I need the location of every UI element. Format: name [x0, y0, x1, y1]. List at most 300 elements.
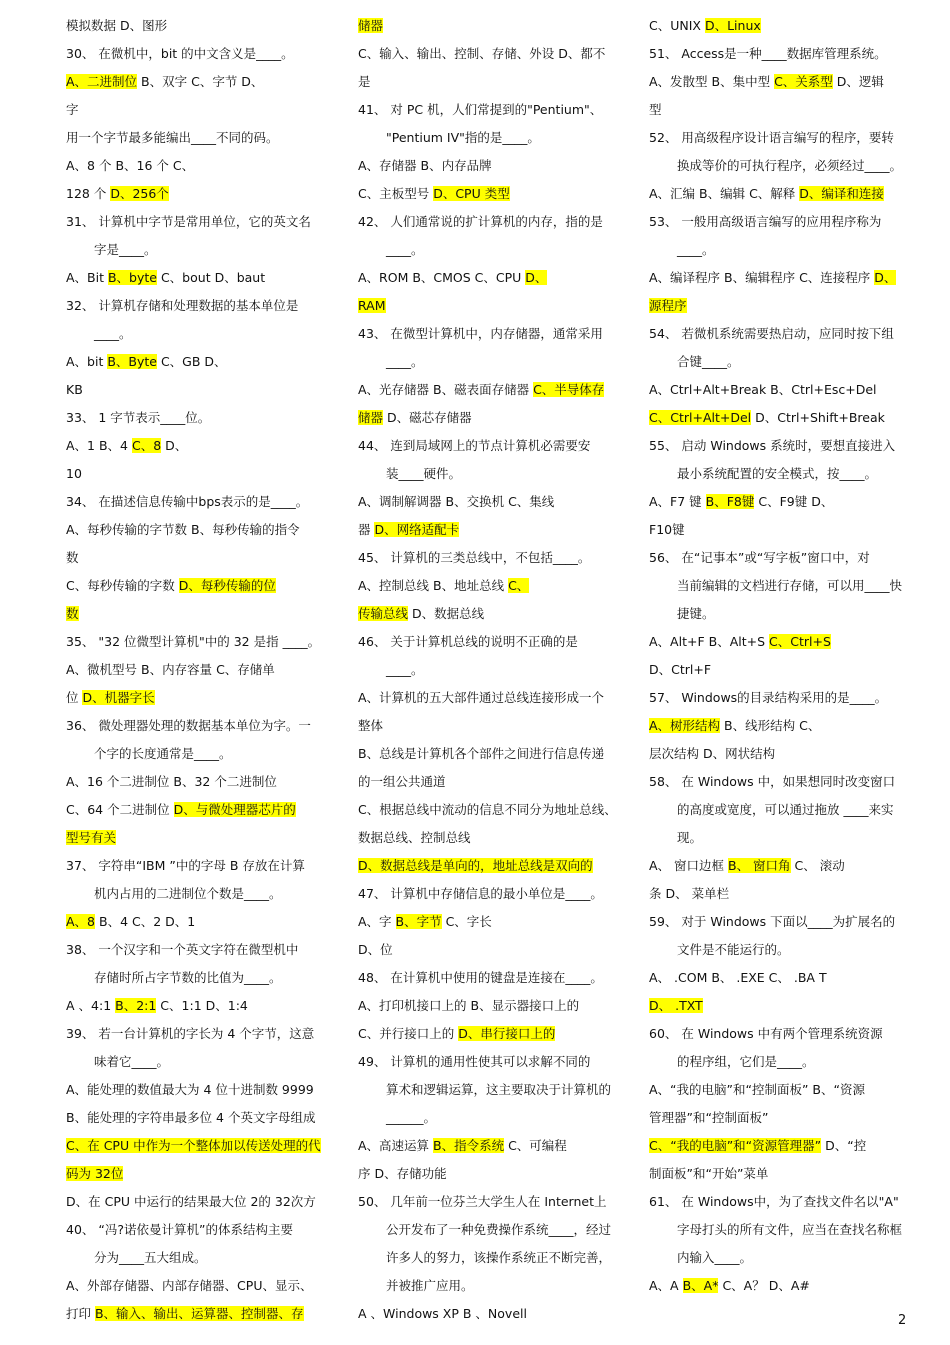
answer-highlight: RAM	[358, 298, 386, 313]
answer-highlight: D、串行接口上的	[458, 1026, 556, 1041]
text-segment: A、“我的电脑”和“控制面板” B、“资源	[649, 1082, 865, 1097]
text-line	[358, 1300, 620, 1328]
text-segment: C、F9键 D、	[754, 494, 834, 509]
text-line	[649, 656, 911, 684]
answer-highlight: D、编译和连接	[799, 186, 884, 201]
text-segment: D、“控	[821, 1138, 867, 1153]
text-segment: 并被推广应用。	[386, 1278, 474, 1293]
text-segment: B、线形结构 C、	[720, 718, 821, 733]
text-segment: B、4 C、2 D、1	[95, 914, 196, 929]
text-line	[358, 124, 620, 152]
text-line	[358, 96, 620, 124]
text-segment: A、控制总线 B、地址总线	[358, 578, 509, 593]
text-segment: A、高速运算	[358, 1138, 434, 1153]
text-segment: C、 滚动	[790, 858, 845, 873]
answer-highlight: B、Byte	[107, 354, 157, 369]
text-segment: C、1:1 D、1:4	[156, 998, 248, 1013]
text-segment: A、A	[649, 1278, 683, 1293]
text-segment: 61、 在 Windows中，为了查找文件名以"A"	[649, 1194, 899, 1209]
text-segment: 整体	[358, 718, 384, 733]
text-segment: A 、Windows XP B 、Novell	[358, 1306, 527, 1321]
text-line	[358, 712, 620, 740]
text-segment: 55、 启动 Windows 系统时，要想直接进入	[649, 438, 896, 453]
text-segment: A、Bit	[66, 270, 108, 285]
text-line	[649, 1020, 911, 1048]
text-line	[649, 1048, 911, 1076]
answer-highlight: D、CPU 类型	[433, 186, 510, 201]
text-segment: B、总线是计算机各个部件之间进行信息传递	[358, 746, 605, 761]
text-segment: 36、 微处理器处理的数据基本单位为字。一	[66, 718, 311, 733]
text-segment: 捷键。	[677, 606, 715, 621]
text-segment: 分为____五大组成。	[94, 1250, 207, 1265]
text-segment: A、打印机接口上的 B、显示器接口上的	[358, 998, 580, 1013]
text-segment: 31、 计算机中字节是常用单位，它的英文名	[66, 214, 311, 229]
text-line	[649, 768, 911, 796]
text-line	[358, 852, 620, 880]
text-line	[649, 740, 911, 768]
text-segment: 56、 在“记事本”或“写字板”窗口中，对	[649, 550, 870, 565]
answer-highlight: B、byte	[107, 270, 157, 285]
text-line	[66, 1300, 328, 1328]
text-line	[358, 432, 620, 460]
text-segment: 当前编辑的文档进行存储，可以用____快	[677, 578, 903, 593]
text-line	[358, 768, 620, 796]
text-segment: C、UNIX	[649, 18, 705, 33]
text-segment: D、位	[358, 942, 393, 957]
text-segment: 43、 在微型计算机中，内存储器，通常采用	[358, 326, 603, 341]
text-line	[358, 68, 620, 96]
text-segment: D、Ctrl+Shift+Break	[751, 410, 885, 425]
text-segment: A、调制解调器 B、交换机 C、集线	[358, 494, 555, 509]
text-segment: A、汇编 B、编辑 C、解释	[649, 186, 800, 201]
text-segment: A、1 B、4	[66, 438, 132, 453]
text-segment: A 、4:1	[66, 998, 116, 1013]
text-segment: A、存储器 B、内存品牌	[358, 158, 492, 173]
answer-highlight: D、每秒传输的位	[178, 578, 276, 593]
text-line	[66, 768, 328, 796]
column-middle	[358, 12, 620, 1328]
text-line	[358, 600, 620, 628]
text-segment: A、能处理的数值最大为 4 位十进制数 9999	[66, 1082, 314, 1097]
text-segment: A、字	[358, 914, 396, 929]
text-segment: 许多人的努力，该操作系统正不断完善，	[386, 1250, 612, 1265]
text-line	[66, 124, 328, 152]
answer-highlight: A、8	[66, 914, 96, 929]
answer-highlight: B、F8键	[705, 494, 755, 509]
text-line	[649, 264, 911, 292]
answer-highlight: 储器	[358, 410, 384, 425]
text-segment: 42、 人们通常说的扩计算机的内存，指的是	[358, 214, 603, 229]
text-segment: A、编译程序 B、编辑程序 C、连接程序	[649, 270, 875, 285]
text-segment: 49、 计算机的通用性使其可以求解不同的	[358, 1054, 591, 1069]
text-line	[66, 432, 328, 460]
text-segment: ____。	[386, 662, 424, 677]
text-segment: A、微机型号 B、内存容量 C、存储单	[66, 662, 275, 677]
text-line	[66, 1216, 328, 1244]
text-line	[649, 600, 911, 628]
text-line	[358, 264, 620, 292]
text-line	[649, 684, 911, 712]
text-line	[358, 1048, 620, 1076]
text-line	[649, 292, 911, 320]
text-segment: 味着它____。	[94, 1054, 170, 1069]
text-segment: 的高度或宽度，可以通过拖放 ____来实	[677, 802, 894, 817]
text-line	[66, 516, 328, 544]
text-segment: 合键____。	[677, 354, 740, 369]
text-line	[66, 796, 328, 824]
text-segment: ____。	[386, 242, 424, 257]
text-segment: 41、 对 PC 机，人们常提到的"Pentium"、	[358, 102, 603, 117]
text-line	[66, 740, 328, 768]
text-line	[649, 1272, 911, 1300]
text-line	[649, 908, 911, 936]
text-segment: 35、 "32 位微型计算机"中的 32 是指 ____。	[66, 634, 321, 649]
text-line	[649, 1104, 911, 1132]
text-segment: 54、 若微机系统需要热启动，应同时按下组	[649, 326, 894, 341]
text-segment: 的一组公共通道	[358, 774, 446, 789]
text-line	[66, 936, 328, 964]
text-line	[66, 628, 328, 656]
text-line	[649, 936, 911, 964]
text-line	[358, 12, 620, 40]
text-line	[358, 1272, 620, 1300]
text-line	[649, 824, 911, 852]
text-line	[66, 964, 328, 992]
text-line	[66, 376, 328, 404]
text-line	[649, 1160, 911, 1188]
answer-highlight: C、“我的电脑”和“资源管理器”	[649, 1138, 822, 1153]
text-line	[358, 152, 620, 180]
text-segment: C、根据总线中流动的信息不同分为地址总线、	[358, 802, 617, 817]
text-segment: B、双字 C、字节 D、	[137, 74, 264, 89]
text-segment: A、ROM B、CMOS C、CPU	[358, 270, 526, 285]
text-line	[66, 264, 328, 292]
text-line	[66, 208, 328, 236]
text-line	[649, 236, 911, 264]
text-line	[66, 320, 328, 348]
text-line	[358, 684, 620, 712]
text-segment: D、在 CPU 中运行的结果最大位 2的 32次方	[66, 1194, 316, 1209]
text-line	[649, 1132, 911, 1160]
text-segment: A、Ctrl+Alt+Break B、Ctrl+Esc+Del	[649, 382, 877, 397]
text-line	[358, 376, 620, 404]
text-segment: 44、 连到局域网上的节点计算机必需要安	[358, 438, 591, 453]
text-segment: 现。	[677, 830, 703, 845]
text-segment: 40、 “冯?诺依曼计算机”的体系结构主要	[66, 1222, 293, 1237]
text-line	[66, 40, 328, 68]
text-line	[358, 180, 620, 208]
text-line	[66, 1272, 328, 1300]
answer-highlight: B、指令系统	[433, 1138, 505, 1153]
text-line	[358, 348, 620, 376]
text-segment: C、每秒传输的字数	[66, 578, 179, 593]
text-segment: 层次结构 D、网状结构	[649, 746, 776, 761]
text-segment: ____。	[94, 326, 132, 341]
text-segment: KB	[66, 382, 83, 397]
answer-highlight: B、A*	[682, 1278, 719, 1293]
text-line	[649, 1244, 911, 1272]
text-segment: 打印	[66, 1306, 95, 1321]
text-segment: B、能处理的字符串最多位 4 个英文字母组成	[66, 1110, 316, 1125]
text-segment: 器	[358, 522, 375, 537]
text-segment: A、bit	[66, 354, 108, 369]
text-line	[358, 1188, 620, 1216]
text-segment: A、每秒传输的字节数 B、每秒传输的指令	[66, 522, 300, 537]
text-line	[66, 1048, 328, 1076]
answer-highlight: D、机器字长	[82, 690, 155, 705]
text-line	[649, 404, 911, 432]
text-segment: 51、 Access是一种____数据库管理系统。	[649, 46, 887, 61]
text-segment: C、并行接口上的	[358, 1026, 459, 1041]
text-segment: 10	[66, 466, 82, 481]
text-line	[66, 684, 328, 712]
text-segment: 33、 1 字节表示____位。	[66, 410, 211, 425]
text-line	[358, 1020, 620, 1048]
text-segment: 57、 Windows的目录结构采用的是____。	[649, 690, 888, 705]
text-line	[358, 40, 620, 68]
text-segment: 45、 计算机的三类总线中，不包括____。	[358, 550, 591, 565]
answer-highlight: B、输入、输出、运算器、控制器、存	[94, 1306, 304, 1321]
text-line	[649, 516, 911, 544]
text-segment: 字	[66, 102, 79, 117]
text-segment: 位	[66, 690, 83, 705]
text-line	[66, 404, 328, 432]
text-segment: C、GB D、	[156, 354, 227, 369]
text-segment: D、磁芯存储器	[383, 410, 472, 425]
text-line	[358, 320, 620, 348]
text-line	[358, 1244, 620, 1272]
text-segment: 制面板”和“开始”菜单	[649, 1166, 769, 1181]
answer-highlight: D、	[525, 270, 548, 285]
text-segment: A、16 个二进制位 B、32 个二进制位	[66, 774, 277, 789]
text-segment: A、Alt+F B、Alt+S	[649, 634, 769, 649]
text-line	[649, 572, 911, 600]
text-segment: A、 窗口边框	[649, 858, 728, 873]
text-segment: 个字的长度通常是____。	[94, 746, 232, 761]
text-segment: 机内占用的二进制位个数是____。	[94, 886, 282, 901]
text-line	[66, 572, 328, 600]
text-line	[66, 656, 328, 684]
text-segment: 32、 计算机存储和处理数据的基本单位是	[66, 298, 299, 313]
text-line	[66, 1076, 328, 1104]
answer-highlight: D、Linux	[704, 18, 761, 33]
text-segment: 46、 关于计算机总线的说明不正确的是	[358, 634, 578, 649]
text-line	[66, 152, 328, 180]
text-segment: 数据总线、控制总线	[358, 830, 471, 845]
text-segment: 换成等价的可执行程序，必须经过____。	[677, 158, 903, 173]
answer-highlight: C、在 CPU 中作为一个整体加以传送处理的代	[66, 1138, 321, 1153]
answer-highlight: 码为 32位	[66, 1166, 124, 1181]
text-line	[358, 936, 620, 964]
text-line	[358, 404, 620, 432]
text-line	[66, 992, 328, 1020]
text-segment: 37、 字符串“IBM ”中的字母 B 存放在计算	[66, 858, 305, 873]
text-line	[358, 460, 620, 488]
answer-highlight: B、2:1	[115, 998, 157, 1013]
answer-highlight: A、二进制位	[66, 74, 138, 89]
text-segment: A、发散型 B、集中型	[649, 74, 775, 89]
text-line	[649, 1076, 911, 1104]
text-segment: 60、 在 Windows 中有两个管理系统资源	[649, 1026, 883, 1041]
text-line	[649, 712, 911, 740]
text-line	[358, 880, 620, 908]
text-segment: 字母打头的所有文件，应当在查找名称框	[677, 1222, 903, 1237]
text-line	[66, 1160, 328, 1188]
column-right	[649, 12, 911, 1300]
answer-highlight: A、树形结构	[649, 718, 721, 733]
text-line	[66, 824, 328, 852]
text-line	[66, 880, 328, 908]
text-segment: 34、 在描述信息传输中bps表示的是____。	[66, 494, 309, 509]
text-segment: C、输入、输出、控制、存储、外设 D、都不	[358, 46, 606, 61]
text-line	[358, 572, 620, 600]
text-segment: 模拟数据 D、图形	[66, 18, 168, 33]
text-line	[649, 628, 911, 656]
text-line	[358, 488, 620, 516]
text-line	[66, 1020, 328, 1048]
text-line	[358, 1076, 620, 1104]
text-line	[358, 628, 620, 656]
text-line	[649, 432, 911, 460]
text-line	[649, 992, 911, 1020]
text-line	[66, 292, 328, 320]
answer-highlight: C、Ctrl+Alt+Del	[649, 410, 752, 425]
text-line	[66, 348, 328, 376]
text-line	[649, 376, 911, 404]
text-line	[358, 992, 620, 1020]
text-segment: 128 个	[66, 186, 111, 201]
text-segment: C、64 个二进制位	[66, 802, 174, 817]
text-segment: 59、 对于 Windows 下面以____为扩展名的	[649, 914, 896, 929]
text-line	[66, 180, 328, 208]
text-line	[66, 68, 328, 96]
text-line	[649, 96, 911, 124]
text-segment: 53、 一般用高级语言编写的应用程序称为	[649, 214, 882, 229]
text-line	[649, 1188, 911, 1216]
text-segment: A、计算机的五大部件通过总线连接形成一个	[358, 690, 605, 705]
text-line	[649, 68, 911, 96]
answer-highlight: C、关系型	[774, 74, 833, 89]
text-segment: A、F7 键	[649, 494, 706, 509]
page-number: 2	[898, 1313, 907, 1328]
text-line	[66, 852, 328, 880]
text-segment: 存储时所占字节数的比值为____。	[94, 970, 282, 985]
text-segment: A、光存储器 B、磁表面存储器	[358, 382, 534, 397]
text-line	[649, 348, 911, 376]
text-segment: 内输入____。	[677, 1250, 753, 1265]
text-segment: 39、 若一台计算机的字长为 4 个字节，这意	[66, 1026, 315, 1041]
text-line	[649, 208, 911, 236]
answer-highlight: 传输总线	[358, 606, 409, 621]
text-line	[358, 656, 620, 684]
text-segment: C、主板型号	[358, 186, 434, 201]
text-line	[358, 236, 620, 264]
answer-highlight: B、字节	[395, 914, 442, 929]
answer-highlight: D、	[874, 270, 897, 285]
answer-highlight: C、半导体存	[533, 382, 605, 397]
text-segment: A、 .COM B、 .EXE C、 .BA T	[649, 970, 827, 985]
text-segment: "Pentium IV"指的是____。	[386, 130, 540, 145]
text-line	[649, 1216, 911, 1244]
text-line	[66, 12, 328, 40]
text-segment: 序 D、存储功能	[358, 1166, 447, 1181]
text-line	[358, 544, 620, 572]
text-line	[66, 1244, 328, 1272]
text-segment: C、A？ D、A#	[718, 1278, 810, 1293]
text-segment: C、字长	[441, 914, 492, 929]
text-segment: ____。	[386, 354, 424, 369]
column-left	[66, 12, 328, 1328]
text-segment: C、可编程	[504, 1138, 567, 1153]
text-segment: ______。	[386, 1110, 437, 1125]
text-line	[66, 600, 328, 628]
text-segment: 管理器”和“控制面板”	[649, 1110, 769, 1125]
text-segment: 30、 在微机中，bit 的中文含义是____。	[66, 46, 294, 61]
text-segment: 38、 一个汉字和一个英文字符在微型机中	[66, 942, 299, 957]
text-segment: 58、 在 Windows 中，如果想同时改变窗口	[649, 774, 896, 789]
text-line	[358, 1132, 620, 1160]
text-line	[66, 1132, 328, 1160]
answer-highlight: 源程序	[649, 298, 687, 313]
text-line	[649, 488, 911, 516]
text-segment: 47、 计算机中存储信息的最小单位是____。	[358, 886, 603, 901]
text-line	[649, 880, 911, 908]
text-line	[358, 824, 620, 852]
text-line	[649, 124, 911, 152]
text-line	[358, 1104, 620, 1132]
answer-highlight: 型号有关	[66, 830, 117, 845]
text-segment: A、外部存储器、内部存储器、CPU、显示、	[66, 1278, 313, 1293]
text-segment: 是	[358, 74, 371, 89]
text-line	[649, 460, 911, 488]
text-line	[66, 1188, 328, 1216]
text-line	[66, 544, 328, 572]
text-line	[66, 96, 328, 124]
text-segment: 50、 几年前一位芬兰大学生人在 Internet上	[358, 1194, 607, 1209]
answer-highlight: C、Ctrl+S	[769, 634, 831, 649]
text-segment: 48、 在计算机中使用的键盘是连接在____。	[358, 970, 603, 985]
text-segment: ____。	[677, 242, 715, 257]
text-segment: F10键	[649, 522, 685, 537]
answer-highlight: 储器	[358, 18, 384, 33]
text-segment: 数	[66, 550, 79, 565]
text-segment: 装____硬件。	[386, 466, 462, 481]
answer-highlight: 数	[66, 606, 79, 621]
text-segment: 条 D、 菜单栏	[649, 886, 730, 901]
text-segment: 算术和逻辑运算，这主要取决于计算机的	[386, 1082, 612, 1097]
text-line	[66, 712, 328, 740]
text-line	[649, 852, 911, 880]
text-segment: 文件是不能运行的。	[677, 942, 790, 957]
text-segment: 的程序组，它们是____。	[677, 1054, 815, 1069]
text-line	[649, 12, 911, 40]
text-segment: C、bout D、baut	[156, 270, 266, 285]
answer-highlight: C、	[508, 578, 530, 593]
text-line	[649, 40, 911, 68]
answer-highlight: B、 窗口角	[728, 858, 791, 873]
answer-highlight: D、数据总线是单向的，地址总线是双向的	[358, 858, 593, 873]
text-segment: D、数据总线	[408, 606, 485, 621]
text-line	[66, 488, 328, 516]
text-line	[66, 460, 328, 488]
text-line	[358, 796, 620, 824]
text-line	[358, 740, 620, 768]
answer-highlight: D、 .TXT	[649, 998, 703, 1013]
text-segment: 型	[649, 102, 662, 117]
text-line	[358, 208, 620, 236]
text-line	[358, 964, 620, 992]
text-line	[649, 544, 911, 572]
